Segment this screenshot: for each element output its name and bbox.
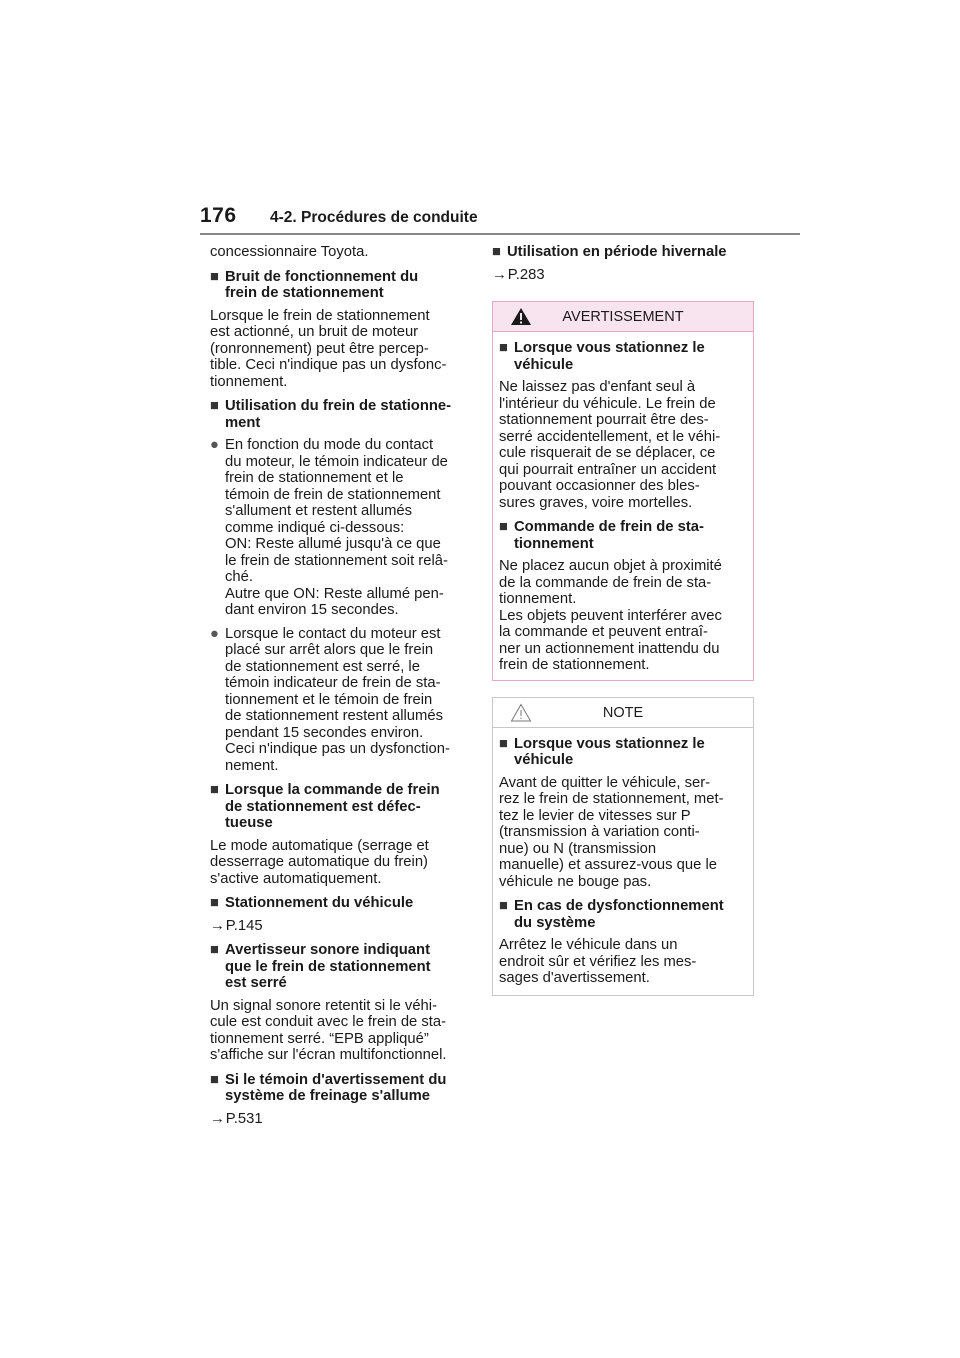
section-title: 4-2. Procédures de conduite [270,209,478,226]
warning-box [492,301,754,681]
heading-vehicle-parking [210,895,472,912]
page-number: 176 [200,204,237,227]
warning-heading-control [499,519,746,552]
heading-text: Bruit de fonctionnement du frein de stationnement [225,268,419,301]
square-bullet-icon: ■ [210,398,219,414]
warning-paragraph-objects: Ne placez aucun objet à proximité de la commande de frein de sta- tionnement. Les objets peuvent interférer avec la commande et peuvent entraî- ner un actionnement inattendu du frein de stationnement. [499,558,722,673]
square-bullet-icon: ■ [499,898,508,914]
warning-header [493,302,753,332]
heading-buzzer [210,942,472,992]
paragraph-auto-mode: Le mode automatique (serrage et desserrage automatique du frein) s'active automatiquement. [210,837,429,887]
note-paragraph-leave-vehicle: Avant de quitter le véhicule, ser- rez le frein de stationnement, met- tez le levier de vitesses sur P (transmission à variation conti- nue) ou N (transmission manuelle) et assurez-vous que le véhicule ne bouge pas. [499,774,724,890]
paragraph-brake-noise: Lorsque le frein de stationnement est actionné, un bruit de moteur (ronronnement) peut être percep- tible. Ceci n'indique pas un dysfonc- tionnement. [210,307,447,390]
note-paragraph-stop: Arrêtez le véhicule dans un endroit sûr et vérifiez les mes- sages d'avertissement. [499,937,697,986]
note-heading-parking [499,736,746,769]
paragraph-buzzer: Un signal sonore retentit si le véhi- cule est conduit avec le frein de sta- tionnement serré. “EPB appliqué” s'affiche sur l'écran multifonctionnel. [210,997,447,1063]
page-reference-link[interactable]: →P.145 [210,917,263,934]
note-box [492,697,754,996]
heading-text: Commande de frein de sta- tionnement [514,519,704,552]
bullet-dot-icon: ● [210,625,219,642]
square-bullet-icon: ■ [210,1071,219,1088]
heading-text: Stationnement du véhicule [225,895,414,911]
heading-parking-brake-use [210,398,472,431]
heading-text: Utilisation du frein de stationne- ment [225,398,452,431]
heading-text: Utilisation en période hivernale [507,244,727,260]
header-divider [200,233,800,235]
page-reference-link[interactable]: →P.283 [492,266,545,283]
square-bullet-icon: ■ [492,244,501,260]
heading-winter-use [492,244,754,261]
heading-parking-brake-noise [210,269,472,302]
heading-text: En cas de dysfonctionnement du système [514,898,724,931]
heading-text: Lorsque vous stationnez le véhicule [514,735,705,768]
square-bullet-icon: ■ [499,519,508,535]
arrow-right-icon: → [210,917,225,934]
left-column [210,244,472,1135]
warning-heading-parking [499,340,746,373]
right-column [492,244,754,996]
intro-text: concessionnaire Toyota. [210,244,369,260]
note-title: NOTE [602,704,644,721]
square-bullet-icon: ■ [210,782,219,798]
square-bullet-icon: ■ [499,340,508,356]
arrow-right-icon: → [210,1110,225,1127]
square-bullet-icon: ■ [210,895,219,911]
bullet-item [210,437,472,619]
bullet-item [210,626,472,775]
square-bullet-icon: ■ [499,735,508,752]
heading-text: Avertisseur sonore indiquant que le frein de stationnement est serré [225,942,431,991]
heading-text: Si le témoin d'avertissement du système de freinage s'allume [225,1071,447,1104]
note-heading-malfunction [499,898,746,931]
bullet-text: Lorsque le contact du moteur est placé sur arrêt alors que le frein de stationnement est serré, le témoin indicateur de frein de sta- tionnement et le témoin de frein de stationnement restent allumés pendant 15 secondes environ. Ceci n'indique pas un dysfonction- nement. [225,625,450,774]
page-reference-link[interactable]: →P.531 [210,1110,263,1127]
arrow-right-icon: → [492,266,507,283]
square-bullet-icon: ■ [210,942,219,958]
bullet-text: En fonction du mode du contact du moteur, le témoin indicateur de frein de stationnement et le témoin de frein de stationnement s'allument et restent allumés comme indiqué ci-dessous: ON: Reste allumé jusqu'à ce que le frein de stationnement soit relâ- ché. Autre que ON: Reste allumé pen- dant environ 15 secondes. [225,437,448,618]
heading-text: Lorsque vous stationnez le véhicule [514,340,705,373]
heading-control-defective [210,782,472,832]
note-header [493,698,753,728]
warning-title: AVERTISSEMENT [562,309,684,325]
heading-brake-warning-light [210,1072,472,1105]
square-bullet-icon: ■ [210,268,219,285]
bullet-dot-icon: ● [210,437,219,453]
warning-paragraph-child: Ne laissez pas d'enfant seul à l'intérieur du véhicule. Le frein de stationnement pourrait être des- serré accidentellement, et le véhi- cule risquerait de se déplacer, ce qui pourrait entraîner un accident pouvant occasionner des bles- sures graves, voire mortelles. [499,379,721,511]
page-header [200,200,800,236]
heading-text: Lorsque la commande de frein de stationnement est défec- tueuse [225,782,440,831]
